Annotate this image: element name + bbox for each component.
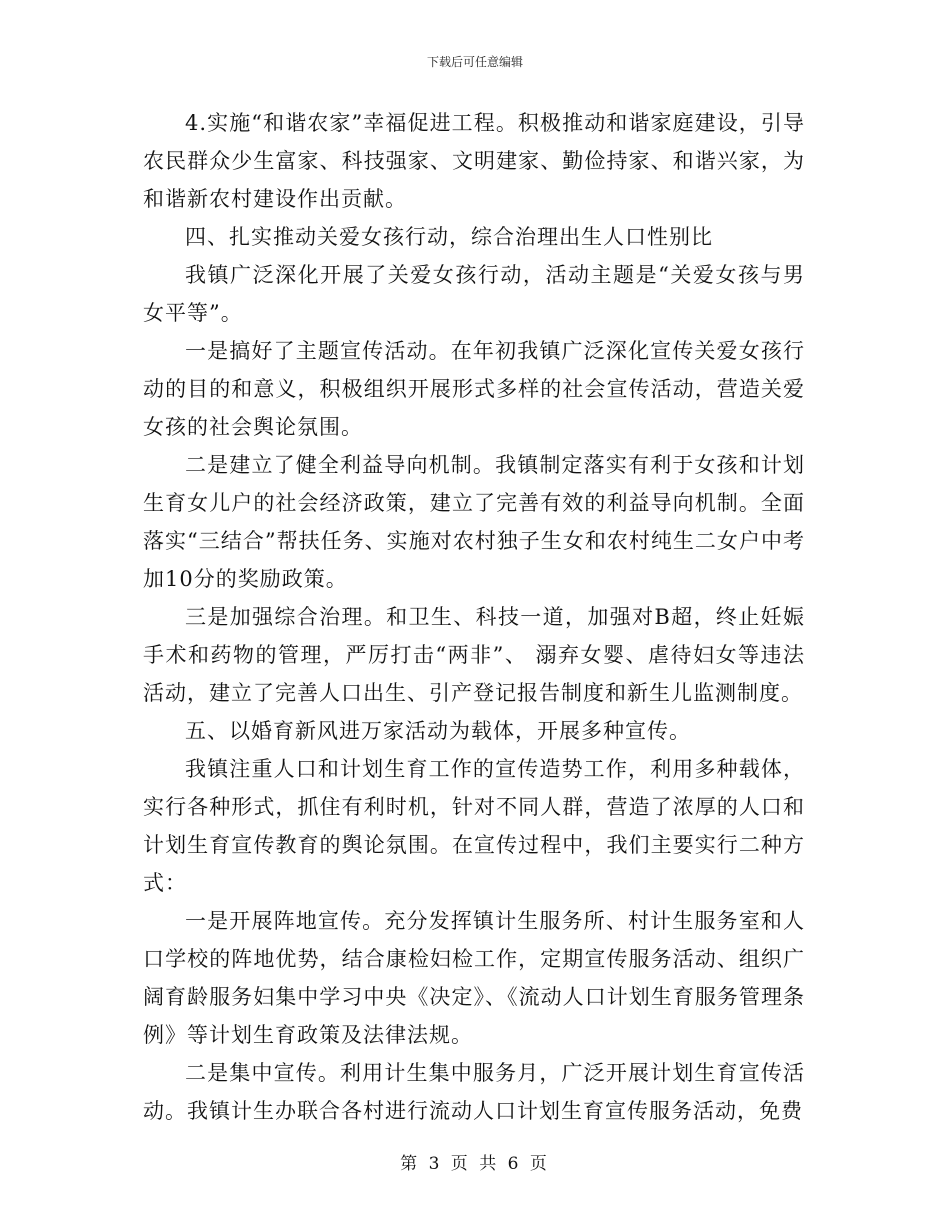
- paragraph-publicity-overview: 我镇注重人口和计划生育工作的宣传造势工作，利用多种载体，实行各种形式，抓住有利时机，针对不同人群，营造了浓厚的人口和计划生育宣传教育的舆论氛围。在宣传过程中，我们主要实行二种方式：: [143, 757, 805, 895]
- paragraph-interest-guidance: 二是建立了健全利益导向机制。我镇制定落实有利于女孩和计划生育女儿户的社会经济政策，建立了完善有效的利益导向机制。全面落实“三结合”帮扶任务、实施对农村独子生女和农村纯生二女户中考加10分的奖励政策。: [143, 453, 805, 591]
- page-number-footer: 第 3 页 共 6 页: [400, 1154, 550, 1174]
- section-heading-new-customs: 五、以婚育新风进万家活动为载体，开展多种宣传。: [185, 719, 691, 743]
- page-header-note: 下载后可任意编辑: [426, 55, 523, 69]
- document-body: [143, 104, 805, 1130]
- paragraph-concentrated-publicity: 二是集中宣传。利用计生集中服务月，广泛开展计划生育宣传活动。我镇计生办联合各村进行流动人口计划生育宣传服务活动，免费: [143, 1061, 805, 1123]
- paragraph-theme-publicity: 一是搞好了主题宣传活动。在年初我镇广泛深化宣传关爱女孩行动的目的和意义，积极组织开展形式多样的社会宣传活动，营造关爱女孩的社会舆论氛围。: [143, 339, 805, 439]
- paragraph-harmonious-family-project: 4.实施“和谐农家”幸福促进工程。积极推动和谐家庭建设，引导农民群众少生富家、科技强家、文明建家、勤俭持家、和谐兴家，为和谐新农村建设作出贡献。: [143, 111, 805, 211]
- section-heading-care-for-girls: 四、扎实推动关爱女孩行动，综合治理出生人口性别比: [185, 225, 713, 249]
- paragraph-care-for-girls-theme: 我镇广泛深化开展了关爱女孩行动，活动主题是“关爱女孩与男女平等”。: [143, 263, 805, 325]
- paragraph-comprehensive-governance: 三是加强综合治理。和卫生、科技一道，加强对B超，终止妊娠手术和药物的管理，严厉打击“两非”、 溺弃女婴、虐待妇女等违法活动，建立了完善人口出生、引产登记报告制度和新生儿监测制度。: [143, 605, 805, 705]
- paragraph-venue-publicity: 一是开展阵地宣传。充分发挥镇计生服务所、村计生服务室和人口学校的阵地优势，结合康检妇检工作，定期宣传服务活动、组织广阔育龄服务妇集中学习中央《决定》、《流动人口计划生育服务管理条例》等计划生育政策及法律法规。: [143, 909, 805, 1047]
